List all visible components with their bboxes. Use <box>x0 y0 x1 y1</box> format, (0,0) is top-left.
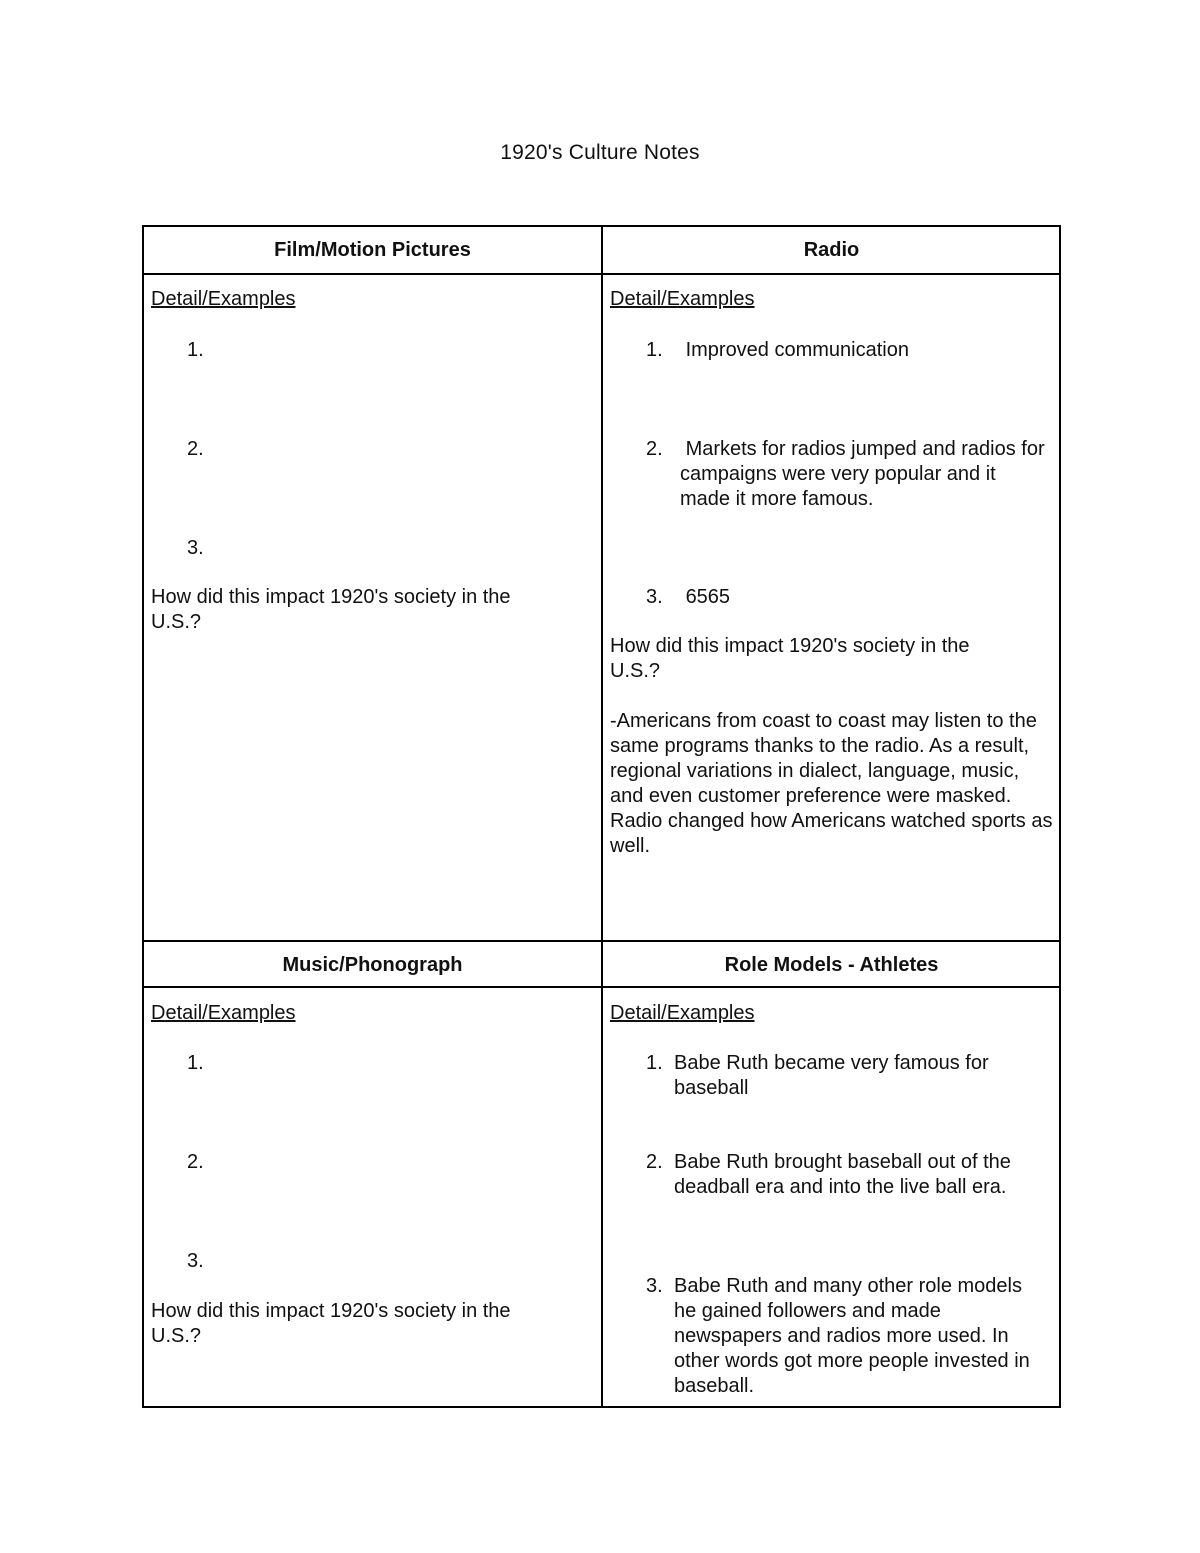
detail-heading: Detail/Examples <box>610 288 755 310</box>
impact-question: How did this impact 1920's society in the U.S.? <box>151 1300 511 1347</box>
athletes-header: Role Models - Athletes <box>724 953 939 976</box>
page-title: 1920's Culture Notes <box>500 141 700 164</box>
item-text: 6565 <box>680 586 731 608</box>
item-text: Markets for radios jumped and radios for campaigns were very popular and it made it more famous. <box>680 438 1051 510</box>
item-text: Improved communication <box>680 339 909 361</box>
item-number: 1. <box>646 339 663 361</box>
impact-question: How did this impact 1920's society in the U.S.? <box>610 635 970 682</box>
item-number: 3. <box>646 586 663 608</box>
item-number: 2. <box>646 1151 663 1173</box>
item-number: 2. <box>646 438 663 460</box>
radio-cell <box>610 287 1055 937</box>
item-number: 3. <box>646 1275 663 1297</box>
item-number: 3. <box>187 537 204 559</box>
detail-heading: Detail/Examples <box>151 288 296 310</box>
item-number: 2. <box>187 1151 204 1173</box>
item-number: 2. <box>187 438 204 460</box>
film-header: Film/Motion Pictures <box>274 238 471 261</box>
item-text: Babe Ruth and many other role models he gained followers and made newspapers and radios more used. In other words got more people invested in baseball. <box>674 1275 1030 1397</box>
detail-heading: Detail/Examples <box>610 1002 755 1024</box>
item-text: Babe Ruth became very famous for baseball <box>674 1052 989 1099</box>
music-header: Music/Phonograph <box>282 953 463 976</box>
detail-heading: Detail/Examples <box>151 1002 296 1024</box>
music-cell <box>151 1001 596 1401</box>
item-number: 1. <box>187 1052 204 1074</box>
row-divider-top-header <box>144 273 1059 275</box>
athletes-cell <box>610 1001 1055 1401</box>
film-cell <box>151 287 596 937</box>
item-number: 1. <box>646 1052 663 1074</box>
radio-header: Radio <box>803 238 860 261</box>
notes-table <box>142 225 1061 1408</box>
impact-answer: -Americans from coast to coast may listen to the same programs thanks to the radio. As a result, regional variations in dialect, language, music, and even customer preference were masked. Radio changed how Americans watched sports as well. <box>610 710 1053 857</box>
item-text: Babe Ruth brought baseball out of the deadball era and into the live ball era. <box>674 1151 1011 1198</box>
impact-question: How did this impact 1920's society in the U.S.? <box>151 586 511 633</box>
item-number: 3. <box>187 1250 204 1272</box>
column-divider <box>601 227 603 1406</box>
item-number: 1. <box>187 339 204 361</box>
